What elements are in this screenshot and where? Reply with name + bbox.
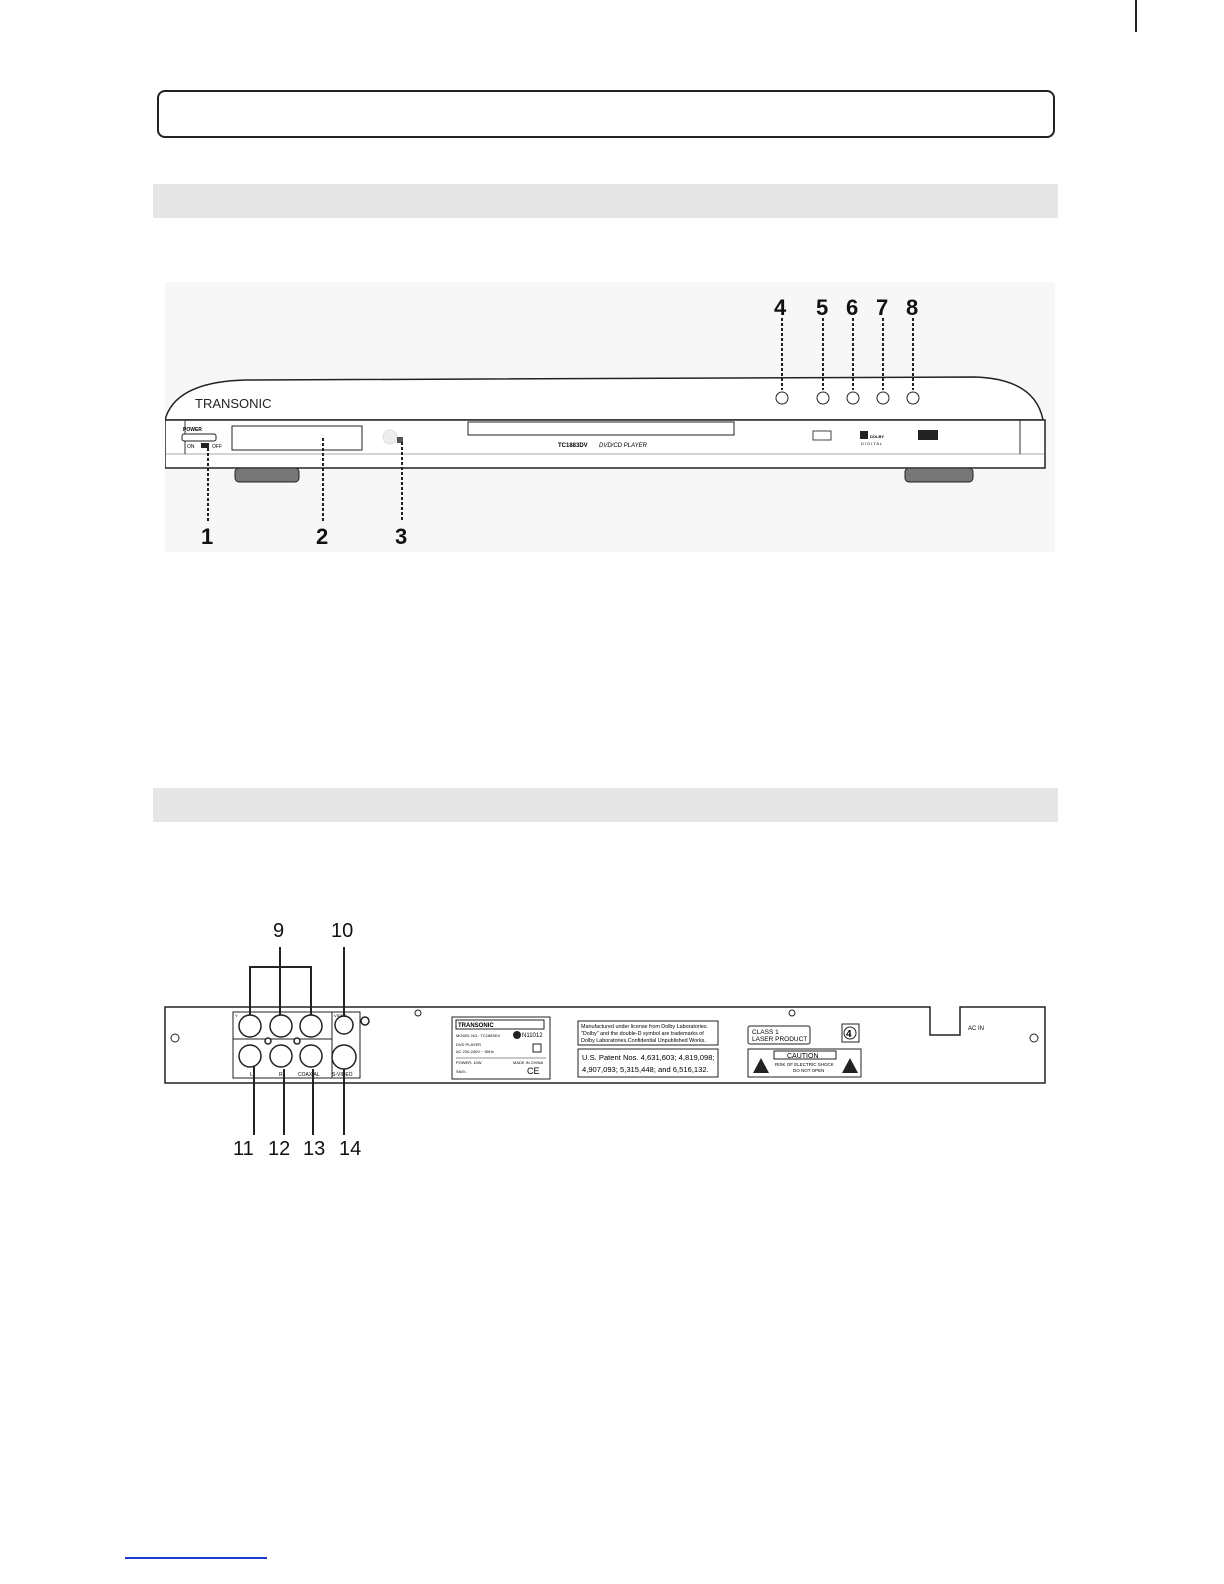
patent-notice	[578, 1049, 718, 1077]
callout-13: 13	[303, 1138, 326, 1160]
laser-product-label	[748, 1026, 810, 1044]
prev-button[interactable]	[877, 392, 889, 404]
audio-l-jack[interactable]	[239, 1045, 261, 1067]
coaxial-jack[interactable]	[300, 1045, 322, 1067]
model-desc: DVD/CD PLAYER	[599, 443, 647, 449]
svg-text:"Dolby" and the double-D symb: "Dolby" and the double-D symbol are trademarks of	[581, 1031, 704, 1037]
video-label: VIDEO	[334, 1013, 347, 1018]
s-video-jack[interactable]	[332, 1045, 356, 1069]
svg-text:CLASS 1: CLASS 1	[752, 1029, 779, 1036]
svg-text:MADE IN CHINA: MADE IN CHINA	[513, 1060, 544, 1065]
svg-text:Dolby Laboratories.Confidentia: Dolby Laboratories.Confidential Unpublished Works.	[581, 1038, 706, 1044]
page-edge-line	[1135, 0, 1137, 32]
y-label: Y	[235, 1013, 238, 1018]
callout-3: 3	[395, 524, 408, 549]
callout-8: 8	[906, 295, 919, 320]
s-video-label: S-VIDEO	[332, 1072, 353, 1078]
title-box	[157, 90, 1055, 138]
front-panel-illustration	[165, 282, 1055, 552]
callout-14: 14	[339, 1138, 362, 1160]
svg-text:DVD PLAYER: DVD PLAYER	[456, 1042, 482, 1047]
callout-5: 5	[816, 295, 829, 320]
svg-text:CE: CE	[527, 1066, 540, 1076]
svg-text:DO NOT OPEN: DO NOT OPEN	[793, 1068, 825, 1073]
svg-text:MODEL NO.: TC1883DV: MODEL NO.: TC1883DV	[456, 1033, 501, 1038]
callout-6: 6	[846, 295, 859, 320]
dolby-notice	[578, 1021, 718, 1045]
callout-2: 2	[316, 524, 329, 549]
callout-9: 9	[273, 920, 285, 942]
back-panel-illustration	[160, 905, 1060, 1165]
svg-text:POWER: 10W: POWER: 10W	[456, 1060, 482, 1065]
disc-logo	[813, 431, 831, 440]
ac-in-label: AC IN	[968, 1026, 985, 1032]
off-label: OFF	[212, 444, 222, 450]
svg-text:U.S. Patent Nos. 4,631,603; 4,: U.S. Patent Nos. 4,631,603; 4,819,098;	[582, 1053, 715, 1062]
r-label: R	[279, 1072, 283, 1078]
on-label: ON	[187, 444, 195, 450]
callout-7: 7	[876, 295, 889, 320]
svg-text:Manufactured under license fro: Manufactured under license from Dolby Laboratories.	[581, 1024, 709, 1030]
caution-label	[748, 1049, 861, 1077]
callout-12: 12	[268, 1138, 291, 1160]
svg-text:SN/0.:: SN/0.:	[456, 1069, 468, 1074]
callout-1: 1	[201, 524, 214, 549]
svg-text:N11012: N11012	[522, 1033, 543, 1039]
section-band-back	[153, 788, 1058, 822]
brand-logo: TRANSONIC	[195, 396, 272, 411]
display-window	[232, 426, 362, 450]
svg-text:AC 230-240V ~ 50Hz: AC 230-240V ~ 50Hz	[456, 1049, 494, 1054]
stop-button[interactable]	[847, 392, 859, 404]
component-pb-jack[interactable]	[270, 1015, 292, 1037]
component-pr-jack[interactable]	[300, 1015, 322, 1037]
callout-10: 10	[331, 920, 354, 942]
power-label: POWER	[183, 427, 202, 433]
svg-text:LASER PRODUCT: LASER PRODUCT	[752, 1036, 808, 1043]
front-panel-figure	[165, 282, 1055, 552]
dolby-logo: DOLBY	[870, 434, 884, 439]
svg-text:4: 4	[846, 1029, 852, 1040]
region-code-icon	[842, 1024, 859, 1042]
next-button[interactable]	[907, 392, 919, 404]
audio-r-jack[interactable]	[270, 1045, 292, 1067]
video-jack[interactable]	[335, 1016, 353, 1034]
eject-button[interactable]	[776, 392, 788, 404]
component-y-jack[interactable]	[239, 1015, 261, 1037]
svg-text:4,907,093; 5,315,448; and 6,51: 4,907,093; 5,315,448; and 6,516,132.	[582, 1065, 709, 1074]
rating-label	[452, 1017, 550, 1079]
model-label: TC1883DV	[558, 443, 588, 449]
format-logo	[918, 430, 938, 440]
callout-4: 4	[774, 295, 787, 320]
dolby-digital-text: DIGITAL	[861, 441, 884, 446]
back-panel-figure	[160, 905, 1060, 1165]
footer-link-underline	[125, 1557, 267, 1559]
svg-text:TRANSONIC: TRANSONIC	[458, 1023, 494, 1029]
coaxial-label: COAXIAL	[298, 1072, 320, 1078]
svg-text:RISK OF ELECTRIC SHOCK: RISK OF ELECTRIC SHOCK	[775, 1062, 834, 1067]
section-band-front	[153, 184, 1058, 218]
disc-tray[interactable]	[468, 422, 734, 435]
l-label: L	[250, 1072, 253, 1078]
callout-11: 11	[233, 1138, 254, 1160]
play-pause-button[interactable]	[817, 392, 829, 404]
svg-text:CAUTION: CAUTION	[787, 1053, 819, 1060]
power-button[interactable]	[182, 434, 216, 441]
